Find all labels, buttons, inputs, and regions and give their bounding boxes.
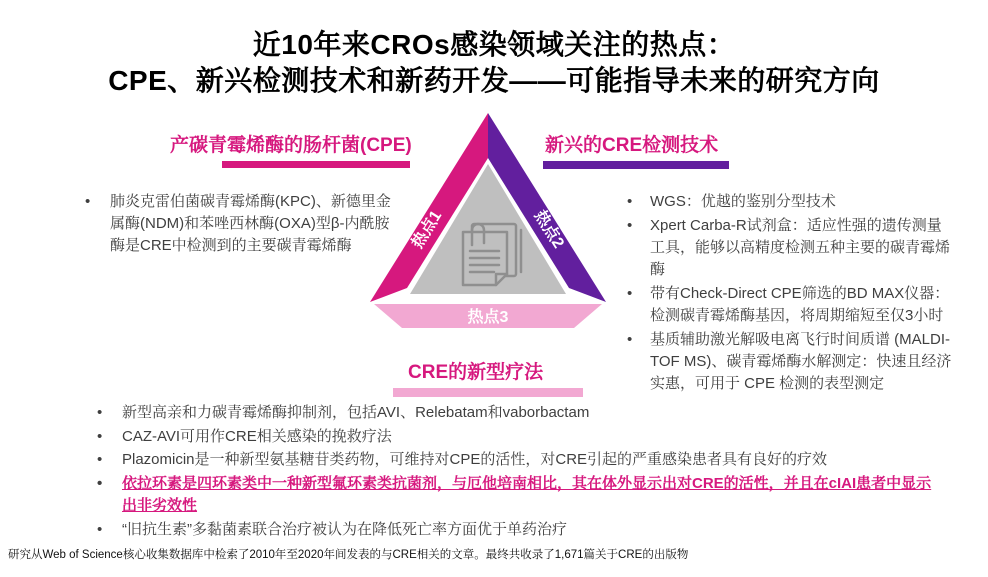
bullet-item: • 基质辅助激光解吸电离飞行时间质谱 (MALDI-TOF MS)、碳青霉烯酶水解测定：快速且经济实惠，可用于 CPE 检测的表型测定 <box>620 329 952 395</box>
bullet-item: • CAZ-AVI可用作CRE相关感染的挽救疗法 <box>95 426 933 449</box>
bullet-item: • 新型高亲和力碳青霉烯酶抑制剂，包括AVI、Relebatam和vaborbactam <box>95 402 933 425</box>
bullet-item-highlighted: • 依拉环素是四环素类中一种新型氟环素类抗菌剂，与厄他培南相比，其在体外显示出对CRE的活性，并且在cIAI患者中显示出非劣效性 <box>95 473 933 518</box>
bullet-item: • Plazomicin是一种新型氨基糖苷类药物，可维持对CPE的活性，对CRE引起的严重感染患者具有良好的疗效 <box>95 449 933 472</box>
footer-note: 研究从Web of Science核心收集数据库中检索了2010年至2020年间发表的与CRE相关的文章。最终共收录了1,671篇关于CRE的出版物 <box>8 549 689 561</box>
bullet-item: • 肺炎克雷伯菌碳青霉烯酶(KPC)、新德里金属酶(NDM)和苯唑西林酶(OXA)型β-内酰胺酶是CRE中检测到的主要碳青霉烯酶 <box>66 191 398 257</box>
bullet-item: • Xpert Carba-R试剂盒：适应性强的遗传测量工具，能够以高精度检测五种主要的碳青霉烯酶 <box>620 215 952 281</box>
bullet-list-cpe <box>66 191 398 262</box>
heading-cpe: 产碳青霉烯酶的肠杆菌(CPE) <box>170 135 412 156</box>
bullet-list-detection <box>620 191 952 397</box>
slide-title <box>0 27 988 99</box>
hotspot-triangle-diagram <box>368 112 608 334</box>
slide-title-line2: CPE、新兴检测技术和新药开发——可能指导未来的研究方向 <box>108 65 880 96</box>
hotspot3-label: 热点3 <box>467 309 509 326</box>
heading-detection: 新兴的CRE检测技术 <box>545 135 719 156</box>
bullet-item: • WGS：优越的鉴别分型技术 <box>620 191 952 213</box>
underline-bar-therapy <box>393 388 583 397</box>
hotspot2-label: 热点2 <box>530 207 567 252</box>
hotspot1-label: 热点1 <box>409 207 446 252</box>
bullet-item: • 带有Check-Direct CPE筛选的BD MAX仪器：检测碳青霉烯酶基因，将周期缩短至仅3小时 <box>620 283 952 327</box>
bullet-list-therapy <box>95 402 933 542</box>
slide-title-line1: 近10年来CROs感染领域关注的热点： <box>252 29 736 60</box>
heading-therapy: CRE的新型疗法 <box>408 362 544 383</box>
bullet-item: • “旧抗生素”多黏菌素联合治疗被认为在降低死亡率方面优于单药治疗 <box>95 519 933 542</box>
